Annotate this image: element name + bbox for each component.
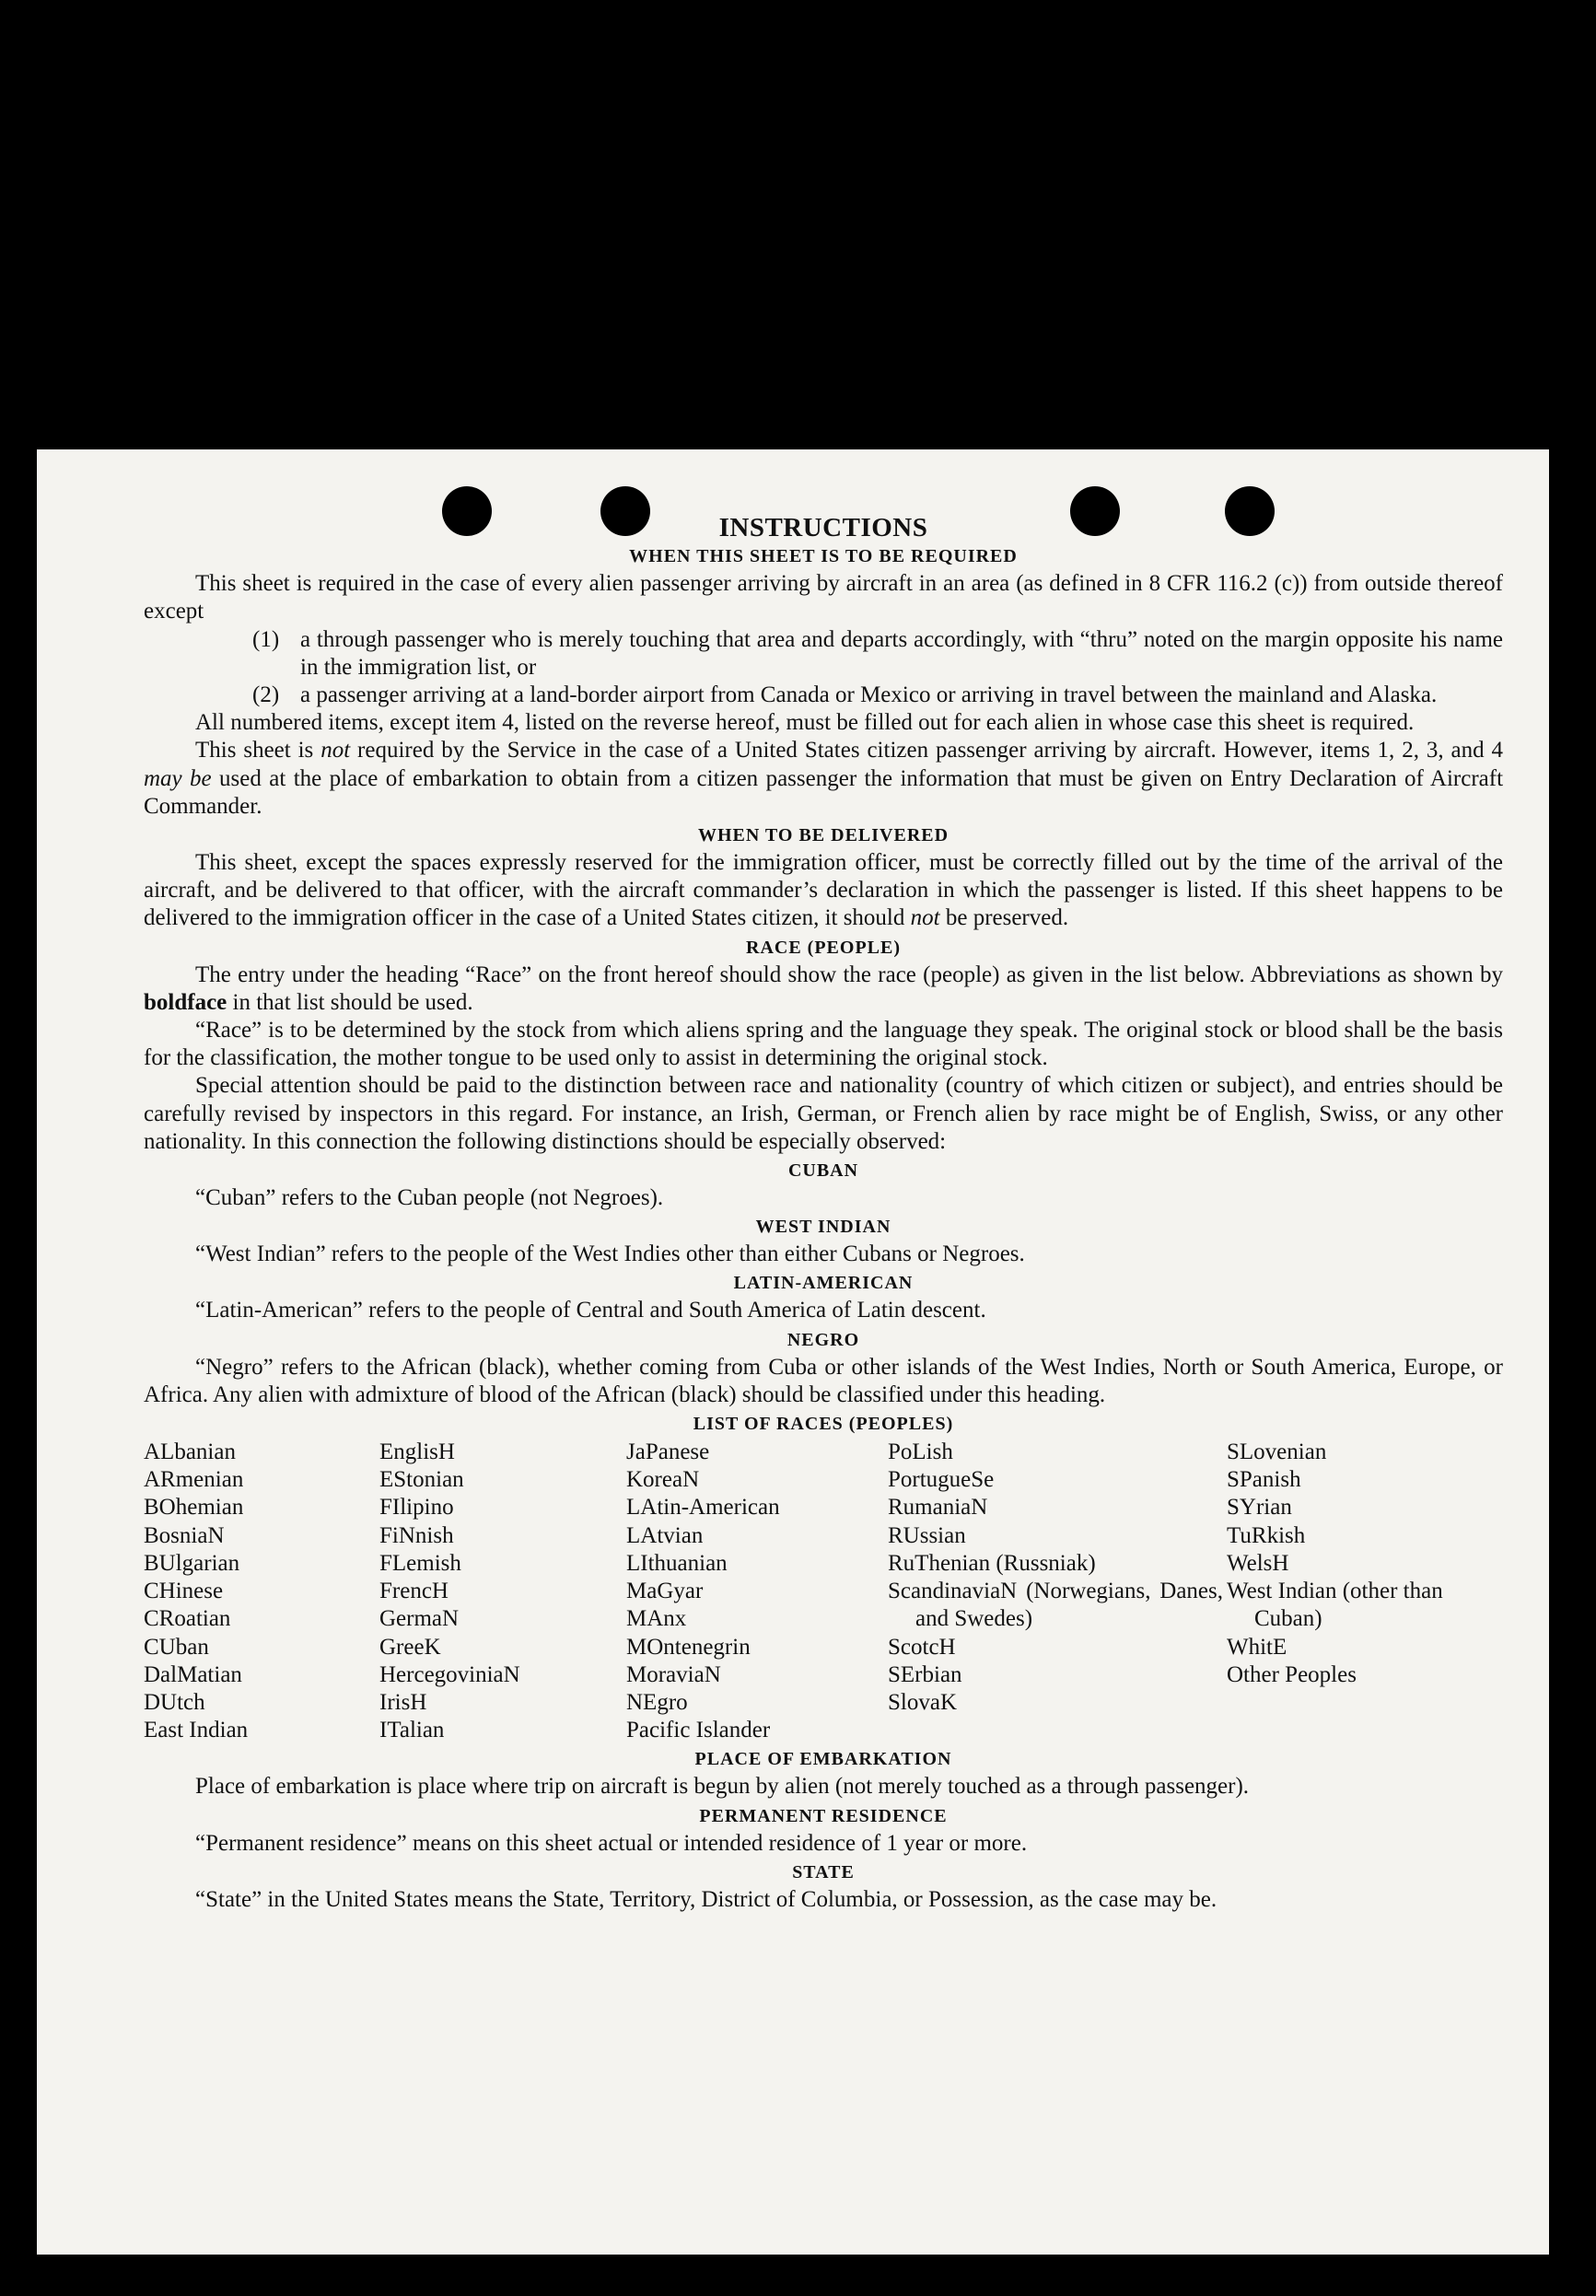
race-item: ScotcH bbox=[888, 1634, 956, 1660]
paragraph: This sheet is required in the case of every alien passenger arriving by aircraft in an area (as defined in 8 CFR 116.2 (c)) from outside thereof except bbox=[144, 571, 1503, 624]
race-item: BUlgarian bbox=[144, 1550, 240, 1576]
document-sheet bbox=[37, 449, 1549, 2255]
race-item: East Indian bbox=[144, 1718, 249, 1743]
race-column bbox=[888, 1439, 1227, 1744]
paragraph: “Negro” refers to the African (black), whether coming from Cuba or other islands of the West Indies, North or South America, Europe, or Africa. Any alien with admixture of blood of the African (black) should be classified under this heading. bbox=[144, 1354, 1503, 1407]
item-text: a passenger arriving at a land-border airport from Canada or Mexico or arriving in travel between the mainland and Alaska. bbox=[300, 682, 1438, 708]
race-item: SLovenian bbox=[1227, 1439, 1327, 1465]
race-column bbox=[1227, 1439, 1503, 1744]
race-item: EStonian bbox=[379, 1467, 464, 1493]
paragraph: “West Indian” refers to the people of the West Indies other than either Cubans or Negroes. bbox=[195, 1241, 1025, 1267]
section-heading-latin-american: LATIN-AMERICAN bbox=[733, 1273, 914, 1294]
race-item: IrisH bbox=[379, 1689, 427, 1715]
race-item: Other Peoples bbox=[1227, 1661, 1357, 1687]
race-item: MoraviaN bbox=[626, 1661, 721, 1687]
race-item: MAnx bbox=[626, 1606, 687, 1632]
numbered-item bbox=[252, 626, 1503, 682]
text-run: be preserved. bbox=[939, 905, 1069, 931]
section-heading-when-delivered: WHEN TO BE DELIVERED bbox=[697, 825, 949, 846]
race-item: RuThenian (Russniak) bbox=[888, 1550, 1096, 1576]
race-item: JaPanese bbox=[626, 1439, 710, 1465]
section-heading-negro: NEGRO bbox=[786, 1329, 860, 1350]
page-title: INSTRUCTIONS bbox=[718, 513, 928, 542]
race-item: TuRkish bbox=[1227, 1522, 1306, 1548]
section-heading-state: STATE bbox=[792, 1861, 855, 1882]
emphasis-text: not bbox=[910, 905, 940, 931]
instructions-content bbox=[144, 514, 1503, 1914]
race-item: ALbanian bbox=[144, 1439, 236, 1465]
section-heading-residence: PERMANENT RESIDENCE bbox=[699, 1805, 948, 1826]
race-item: FiNnish bbox=[379, 1522, 454, 1548]
paragraph: “Latin-American” refers to the people of Central and South America of Latin descent. bbox=[195, 1298, 986, 1323]
race-item: SPanish bbox=[1227, 1467, 1301, 1493]
text-run: This sheet is bbox=[195, 738, 321, 763]
race-item: Pacific Islander bbox=[626, 1718, 771, 1743]
race-item: LAtvian bbox=[626, 1522, 704, 1548]
race-item: ScandinaviaN (Norwegians, Danes, and Swedes) bbox=[888, 1579, 1223, 1632]
race-item: EnglisH bbox=[379, 1439, 455, 1465]
race-item: PortugueSe bbox=[888, 1467, 995, 1493]
race-item: BOhemian bbox=[144, 1495, 244, 1521]
item-number: (2) bbox=[252, 682, 280, 708]
paragraph: “Cuban” refers to the Cuban people (not Negroes). bbox=[195, 1185, 664, 1211]
section-heading-list-of-races: LIST OF RACES (PEOPLES) bbox=[693, 1414, 954, 1435]
emphasis-text: may be bbox=[144, 765, 212, 791]
numbered-item bbox=[252, 682, 1503, 709]
section-heading-race: RACE (PEOPLE) bbox=[746, 937, 901, 958]
section-heading-embarkation: PLACE OF EMBARKATION bbox=[694, 1749, 952, 1770]
race-item: FLemish bbox=[379, 1550, 461, 1576]
race-item: PoLish bbox=[888, 1439, 953, 1465]
race-item: GermaN bbox=[379, 1606, 460, 1632]
race-item: SlovaK bbox=[888, 1689, 957, 1715]
race-item: RUssian bbox=[888, 1522, 966, 1548]
race-item: West Indian (other than Cuban) bbox=[1227, 1579, 1443, 1632]
race-column bbox=[144, 1439, 379, 1744]
section-heading-west-indian: WEST INDIAN bbox=[755, 1217, 891, 1238]
race-item: FrencH bbox=[379, 1579, 449, 1604]
race-item: CHinese bbox=[144, 1579, 224, 1604]
race-item: SYrian bbox=[1227, 1495, 1292, 1521]
race-item: CUban bbox=[144, 1634, 209, 1660]
race-item: DUtch bbox=[144, 1689, 205, 1715]
race-item: LAtin-American bbox=[626, 1495, 780, 1521]
race-list bbox=[144, 1439, 1503, 1744]
race-item: DalMatian bbox=[144, 1661, 242, 1687]
paragraph: “State” in the United States means the State, Territory, District of Columbia, or Possession, as the case may be. bbox=[195, 1886, 1217, 1912]
race-item: CRoatian bbox=[144, 1606, 231, 1632]
text-run: in that list should be used. bbox=[227, 989, 473, 1015]
bold-text: boldface bbox=[144, 989, 227, 1015]
paragraph bbox=[144, 849, 1503, 933]
race-item: FIlipino bbox=[379, 1495, 454, 1521]
text-run: The entry under the heading “Race” on the front hereof should show the race (people) as given in the list below. Abbreviations as shown by bbox=[195, 962, 1503, 987]
paragraph: Place of embarkation is place where trip on aircraft is begun by alien (not merely touched as a through passenger). bbox=[195, 1774, 1250, 1800]
race-item: ARmenian bbox=[144, 1467, 244, 1493]
race-item: GreeK bbox=[379, 1634, 441, 1660]
paragraph: All numbered items, except item 4, listed on the reverse hereof, must be filled out for each alien in whose case this sheet is required. bbox=[195, 710, 1415, 736]
item-number: (1) bbox=[252, 626, 280, 652]
paragraph bbox=[144, 737, 1503, 821]
paragraph bbox=[144, 962, 1503, 1017]
race-item: RumaniaN bbox=[888, 1495, 988, 1521]
race-item: SErbian bbox=[888, 1661, 962, 1687]
section-heading-cuban: CUBAN bbox=[787, 1160, 859, 1182]
text-run: This sheet, except the spaces expressly reserved for the immigration officer, must be correctly filled out by the time of the arrival of the aircraft, and be delivered to that officer, with the aircraft commander’s declaration in which the passenger is listed. If this sheet happens to be delivered to the immigration officer in the case of a United States citizen, it should bbox=[144, 850, 1503, 931]
paragraph: “Race” is to be determined by the stock from which aliens spring and the language they speak. The original stock or blood shall be the basis for the classification, the mother tongue to be used only to assist in determining the original stock. bbox=[144, 1018, 1503, 1071]
item-text: a through passenger who is merely touching that area and departs accordingly, with “thru” noted on the margin opposite his name in the immigration list, or bbox=[300, 626, 1503, 680]
text-run: required by the Service in the case of a United States citizen passenger arriving by aircraft. However, items 1, 2, 3, and 4 bbox=[350, 738, 1503, 763]
section-heading-when-required: WHEN THIS SHEET IS TO BE REQUIRED bbox=[629, 546, 1018, 567]
race-item: MOntenegrin bbox=[626, 1634, 751, 1660]
race-item: WhitE bbox=[1227, 1634, 1287, 1660]
race-item: BosniaN bbox=[144, 1522, 225, 1548]
race-column bbox=[626, 1439, 888, 1744]
race-item: ITalian bbox=[379, 1718, 445, 1743]
emphasis-text: not bbox=[320, 738, 351, 763]
paragraph: “Permanent residence” means on this sheet actual or intended residence of 1 year or more. bbox=[195, 1830, 1028, 1856]
paragraph: Special attention should be paid to the distinction between race and nationality (country of which citizen or subject), and entries should be carefully revised by inspectors in this regard. For instance, an Irish, German, or French alien by race might be of English, Swiss, or any other nationality. In this connection the following distinctions should be especially observed: bbox=[144, 1073, 1503, 1154]
text-run: used at the place of embarkation to obtain from a citizen passenger the information that must be given on Entry Declaration of Aircraft Commander. bbox=[144, 765, 1504, 819]
race-column bbox=[379, 1439, 626, 1744]
race-item: LIthuanian bbox=[626, 1550, 728, 1576]
race-item: KoreaN bbox=[626, 1467, 700, 1493]
race-item: HercegoviniaN bbox=[379, 1661, 520, 1687]
race-item: NEgro bbox=[626, 1689, 688, 1715]
race-item: MaGyar bbox=[626, 1579, 704, 1604]
race-item: WelsH bbox=[1227, 1550, 1289, 1576]
